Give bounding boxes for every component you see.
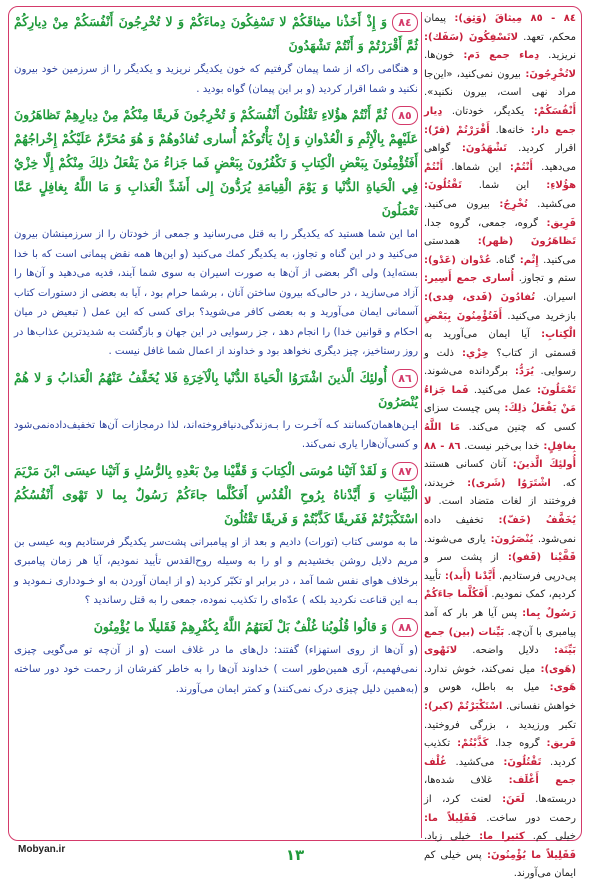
glossary-meaning: میل نمی‌كند، خوش ندارد. (424, 663, 536, 675)
glossary-meaning: پس چیست سزای كسی كه چنین می‌كند. (424, 403, 576, 434)
glossary-term: تَعْمَلُونَ: (531, 384, 576, 396)
verses-column (14, 10, 418, 838)
glossary-term: تُفادُونَ (فَدى، فِدى): (424, 291, 536, 303)
glossary-term: دِماء جمع دَم: (454, 50, 540, 62)
glossary-term: كثيرا ما: (470, 831, 525, 843)
glossary-term: أَفَكُلَّما جاءَكُمْ رَسُولٌ بِما: (424, 589, 576, 619)
glossary-meaning: یاری می‌شوند. (424, 533, 486, 545)
glossary-term: فَرِيق: (538, 217, 576, 229)
glossary-meaning: دلایل واضحه. (457, 645, 539, 657)
glossary-meaning: گروه، جمعی، گروه جدا. (424, 217, 539, 229)
glossary-meaning: بیرون می‌كنید. (424, 198, 490, 210)
verse-number-badge: ٨٨ (392, 618, 418, 637)
verse-translation: اما این شما هستید كه یكدیگر را به قتل می‌رسانید و جمعی از خودتان را از سرزمینشان بیرون می‌كنید و در این گناه و تجاوز، به یكدیگر كمك می‌كنید (و این‌ها همه نقض پیمانی است كه با خدا بسته‌اید) ولی اگر بعضی از آن‌ها به صورت اسیران به سوی شما آیند، فدیه می‌دهید و آن‌ها را آزاد می‌سازید ، در حالی‌كه بیرون ساختن آنان ، برشما حرام بود ، آیا به بعضی از دستورات كتاب آسمانی ایمان می‌آورید و به بعضی كافر می‌شوید؟ برای كسی كه این عمل ( تبعیض در میان احكام و قوانین خدا) را انجام دهد ، جز رسوایی در این جهان و بازگشت به شدیدترین عذاب‌ها در روز رستاخیز، چیز دیگری نخواهد بود و خداوند از اعمال شما غافل نیست . (14, 229, 418, 357)
glossary-term: فَريق: (539, 738, 576, 750)
glossary-meaning: اسیران. (535, 291, 576, 303)
glossary-meaning: آنان كسانی هستند كه. (424, 459, 577, 489)
glossary-meaning: می‌كشید. (446, 756, 495, 768)
glossary-meaning: غلاف شده‌ها، دربسته‌ها. (424, 775, 576, 805)
glossary-term: لاتُخْرِجُونَ: (520, 68, 576, 80)
verse-arabic (14, 366, 418, 414)
glossary-term: يُنْصَرُونَ: (485, 533, 534, 545)
glossary-meaning: بازخرید می‌كنید. (502, 310, 576, 322)
glossary-term: كَذَّبْتُمْ: (450, 738, 489, 750)
glossary-verse-range: ٨٦ - ٨٨ (424, 440, 461, 452)
glossary-meaning: آیا ایمان می‌آورید به قسمتی از كتاب؟ (424, 329, 577, 359)
glossary-meaning: تكذیب كردید. (424, 738, 576, 768)
glossary-meaning: همدستی می‌كنید. (424, 236, 577, 266)
verse-arabic-text: أُولئِكَ الَّذينَ اشْتَرَوُا الْحَياةَ الدُّنْيا بِالْآخِرَةِ فَلا يُخَفَّفُ عَنْهُمُ الْعَذابُ وَ لا هُمْ يُنْصَرُونَ (14, 369, 418, 409)
glossary-term: فَقَلِيلاً ما: (424, 812, 477, 824)
glossary-term: أَيَّدْنا (أَيد): (440, 570, 496, 582)
glossary-term: لاتَهْوى (هَوى): (424, 645, 576, 675)
glossary-meaning: می‌كشید. (527, 198, 577, 210)
verse-translation: (و آن‌ها از روی استهزاء) گفتند: دل‌های ما در غلاف است (و از آن‌چه تو می‌گویی چیزی نمی‌فهمیم، آری همین‌طور است ) خداوند آن‌ها را به خاطر كفرشان از رحمت خود دور ساخته (به‌همین دلیل چیزی درک نمی‌كنند) و كمتر ایمان می‌آورند. (14, 644, 418, 695)
glossary-term: هَوى: (539, 682, 577, 694)
glossary-term: دِيار جمع دار: (424, 105, 576, 136)
glossary-term: اشْتَرَوُا (شَرى): (455, 477, 551, 489)
verse-translation: ایـن‌هاهمان‌كسانند كـه آخـرت را بـه‌زندگی‌دنیافروخته‌اند، لذا درمجازات آن‌ها تخفیف‌داده‌نمی‌شود و كسی‌آن‌ها‌را یاری نمی‌كند. (14, 419, 418, 450)
glossary-meaning: گناه. (491, 254, 516, 266)
verse-arabic (14, 10, 418, 58)
page-number: ١٣ (285, 846, 305, 864)
glossary-meaning: میل به باطل، هوس و خواهش نفسانی. (424, 682, 576, 712)
glossary-meaning: نریزید. (539, 50, 576, 62)
glossary-meaning: ستم و تجاوز. (514, 273, 576, 285)
verse-arabic (14, 615, 418, 639)
verse-arabic-text: وَ لَقَدْ آتَيْنا مُوسَى الْكِتابَ وَ قَفَّيْنا مِنْ بَعْدِهِ بِالرُّسُلِ وَ آتَيْنا عيسَى ابْنَ مَرْيَمَ الْبَيِّناتِ وَ أَيَّدْناهُ بِرُوحِ الْقُدُسِ أَفَكُلَّما جاءَكُمْ رَسُولٌ بِما لا تَهْوى أَنْفُسُكُمُ اسْتَكْبَرْتُمْ فَفَريقًا كَذَّبْتُمْ وَ فَريقًا تَقْتُلُونَ (14, 462, 418, 526)
verse-number-badge: ٨٥ (392, 106, 418, 125)
site-watermark: Mobyan.ir (18, 844, 66, 855)
glossary-meaning: اقرار كردید. (506, 143, 576, 155)
glossary-meaning: خدا بی‌خبر نیست. (460, 440, 540, 452)
glossary-meaning: بیرون نمی‌كنید، «این‌جا مراد نهی است، بیرون نكنید». (424, 68, 576, 99)
glossary-term: أَقْرَرْتُمْ (قرّ): (424, 124, 490, 136)
glossary-meaning: خریدند، فروختند از لغات متضاد است. (424, 477, 576, 508)
glossary-term: أُسارى جمع أَسِير: (424, 273, 515, 285)
verse-translation: ما به موسی كتاب (تورات) دادیم و بعد از او پیامبرانی پشت‌سر یكدیگر فرستادیم وبه عیسی بن مریم دلایل روشن بخشیدیم و او را به وسیله روح‌القدس تأیید نمودیم، آیا هر زمان پیامبری برخلاف هوای نفس شما آمد ، در برابر او تكبّر كردید (و از ایمان آوردن به او خـودداری نـمودید و بـه این قناعت نكردید بلكه ) عدّه‌ای را تكذیب نموده، جمعی را به قتل رساندید ؟ (14, 536, 418, 606)
glossary-term: لَعَنَ: (491, 793, 525, 805)
glossary-meaning: برگردانده می‌شوند. (424, 366, 509, 378)
verse-translation: و هنگامی راكه از شما پیمان گرفتیم كه خون یكدیگر نریزید و یكدیگر را از سرزمین خود بیرون نكنید و شما اقرار كردید (و بر این پیمان) گواه بودید . (14, 64, 418, 95)
column-divider (421, 12, 422, 838)
glossary-term: اسْتَكْبَرْتُمْ (كبر): (424, 700, 503, 712)
glossary-meaning: این شماها. (443, 161, 502, 173)
glossary-term: أَفَتُؤْمِنُونَ بِبَعْضِ الْكِتابِ: (424, 310, 576, 341)
verse-arabic (14, 459, 418, 531)
glossary-meaning: پس خیلی كم ایمان می‌آورند. (424, 849, 576, 880)
glossary-term: بَيِّنات (بين) جمع بَيِّنَة: (424, 626, 577, 657)
glossary-term: قَفَّيْنا (قَفو): (498, 552, 576, 564)
verse-arabic (14, 103, 418, 223)
glossary-meaning: خون‌ها. (424, 50, 455, 62)
glossary-term: فَقَلِيلاً ما يُؤْمِنُونَ: (481, 849, 577, 861)
glossary-meaning: گواهی می‌دهید. (424, 143, 576, 173)
glossary-term: يُرَدُّ: (508, 366, 534, 378)
glossary-meaning: گروه جدا. (488, 738, 540, 750)
verse-arabic-text: ثُمَّ أَنْتُمْ هؤُلاءِ تَقْتُلُونَ أَنْفُسَكُمْ وَ تُخْرِجُونَ فَريقًا مِنْكُمْ مِنْ دِيارِهِمْ تَظاهَرُونَ عَلَيْهِمْ بِالْإِثْمِ وَ الْعُدْوانِ وَ إِنْ يَأْتُوكُمْ أُسارى تُفادُوهُمْ وَ هُوَ مُحَرَّمٌ عَلَيْكُمْ إِخْراجُهُمْ أَفَتُؤْمِنُونَ بِبَعْضِ الْكِتابِ وَ تَكْفُرُونَ بِبَعْضٍ فَما جَزاءُ مَنْ يَفْعَلُ ذلِكَ مِنْكُمْ إِلَّا خِزْيٌ فِي الْحَياةِ الدُّنْيا وَ يَوْمَ الْقِيامَةِ يُرَدُّونَ إِلى أَشَدِّ الْعَذابِ وَ مَا اللَّهُ بِغافِلٍ عَمَّا تَعْمَلُونَ (14, 107, 418, 218)
glossary-meaning: این شما. (461, 180, 530, 192)
glossary-meaning: یكدیگر، خودتان. (442, 105, 525, 117)
glossary-term: مَا اللَّهُ بِغافِلٍ: (424, 422, 576, 452)
glossary-term: لاتَسْفِكُونَ (سَفَك): (424, 31, 519, 43)
verse-number-badge: ٨٧ (392, 462, 418, 481)
glossary-meaning: تخفیف داده نمی‌شود. (424, 515, 576, 545)
glossary-term: عُدْوان (عَدْو): (424, 254, 492, 266)
glossary-term: تَشْهَدُونَ: (450, 143, 507, 155)
verse-arabic-text: وَ قالُوا قُلُوبُنا غُلْفٌ بَلْ لَعَنَهُمُ اللَّهُ بِكُفْرِهِمْ فَقَليلًا ما يُؤْمِنُونَ (93, 618, 387, 634)
glossary-term: غُلْف جمع أَغْلَف: (424, 756, 576, 787)
glossary-term: تَقْتُلُونَ: (424, 180, 462, 192)
glossary-meaning: پیمان محكم، تعهد. (424, 13, 576, 43)
glossary-meaning: لعنت كرد، از رحمت دور ساخت. (424, 793, 576, 824)
glossary-term: تُخْرِجُ: (489, 198, 528, 210)
glossary-term: أُولئِكَ الَّذينَ: (506, 459, 577, 471)
glossary-term: أَنْتُمْ هؤُلاءِ: (424, 161, 577, 192)
glossary-verse-range: ٨٤ - ٨٥ (522, 13, 576, 24)
verse-arabic-text: وَ إِذْ أَخَذْنا ميثاقَكُمْ لا تَسْفِكُونَ دِماءَكُمْ وَ لا تُخْرِجُونَ أَنْفُسَكُمْ مِنْ دِيارِكُمْ ثُمَّ أَقْرَرْتُمْ وَ أَنْتُمْ تَشْهَدُونَ (14, 14, 418, 53)
glossary-term: لا يُخَفَّفُ (خَفّ): (424, 496, 576, 527)
glossary-text (424, 10, 576, 884)
verse-number-badge: ٨٤ (392, 13, 418, 32)
verse-number-badge: ٨٦ (392, 369, 418, 388)
glossary-meaning: تأیید كردیم، كمک نمودیم. (424, 570, 576, 601)
glossary-meaning: پس آیا هر بار كه آمد پیامبری با آن‌چه. (424, 608, 577, 638)
glossary-column (424, 10, 577, 880)
glossary-term: أَنْتُمْ: (501, 161, 533, 173)
glossary-term: فَما جَزاءُ مَنْ يَفْعَلُ ذلِكَ: (424, 384, 576, 415)
glossary-term: خِزْي: (453, 347, 489, 359)
glossary-meaning: عمل می‌كنید. (468, 384, 532, 396)
glossary-meaning: خیلی كم. (524, 831, 576, 843)
glossary-term: تَقْتُلُونَ: (494, 756, 542, 768)
glossary-term: أَنْفُسَكُمْ: (524, 105, 576, 117)
glossary-meaning: ذلت و رسوایی. (424, 347, 576, 378)
glossary-term: مِيثاقَ (وَثِق): (445, 13, 523, 24)
glossary-meaning: از پشت سر و پی‌در‌پی فرستادیم. (424, 552, 577, 582)
glossary-term: إِثْم: (515, 254, 539, 266)
glossary-term: تَظاهَرُونَ (ظهر): (460, 236, 576, 248)
glossary-meaning: خانه‌ها. (489, 124, 525, 136)
glossary-meaning: خیلی زیاد. (424, 831, 471, 843)
glossary-meaning: تكبر ورزیدید ، بزرگی فروختید. (424, 719, 576, 731)
